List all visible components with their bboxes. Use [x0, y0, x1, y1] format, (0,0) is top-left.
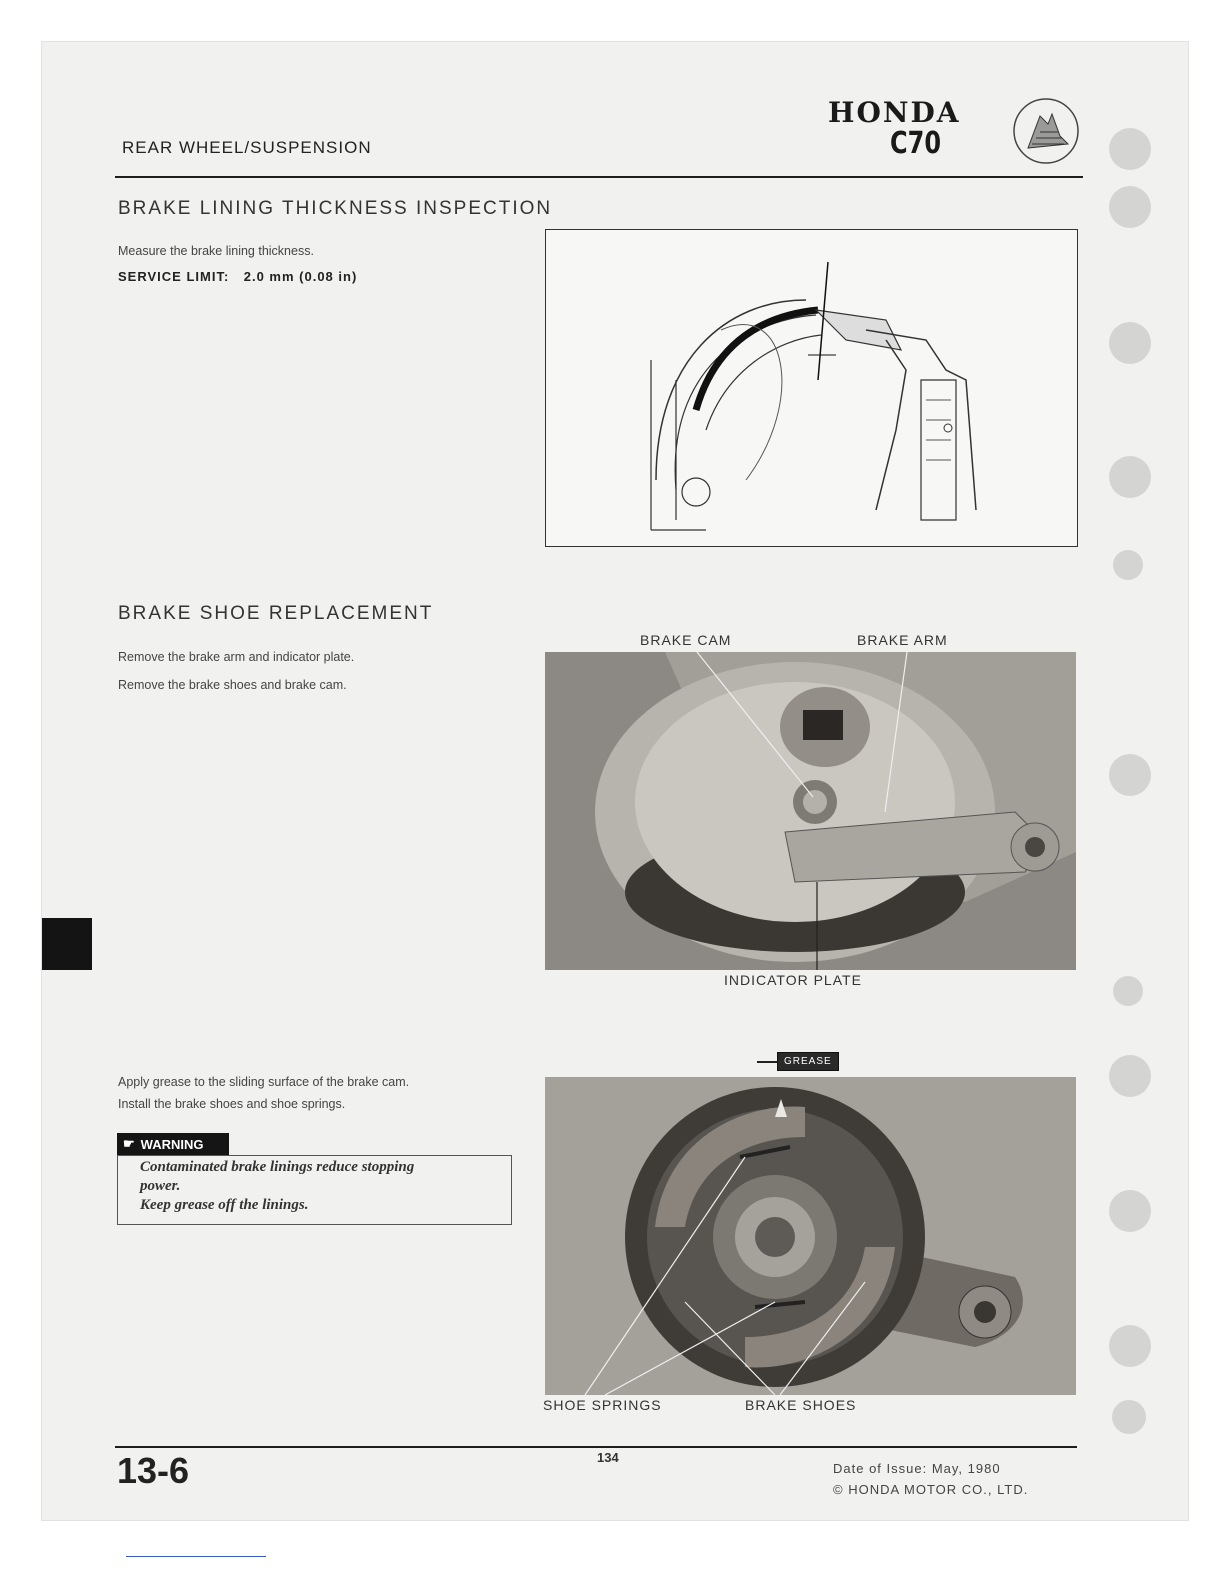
binder-hole	[1109, 456, 1151, 498]
binder-hole	[1109, 754, 1151, 796]
page-number: 13-6	[117, 1450, 190, 1491]
issue-date: Date of Issue: May, 1980	[833, 1461, 1001, 1476]
brake-panel-photo	[545, 652, 1076, 970]
warning-line: Contaminated brake linings reduce stopping	[140, 1159, 415, 1175]
warning-hand-icon: ☛	[123, 1136, 135, 1151]
shoe-heading: BRAKE SHOE REPLACEMENT	[118, 603, 434, 624]
honda-wing-logo-icon	[1010, 96, 1082, 166]
header-rule	[115, 176, 1083, 178]
binder-hole	[1109, 186, 1151, 228]
callout-brake-cam: BRAKE CAM	[640, 632, 732, 648]
brake-shoes-image	[545, 1077, 1076, 1395]
binder-hole	[1109, 1055, 1151, 1097]
install-step-1: Apply grease to the sliding surface of the brake cam.	[118, 1075, 410, 1089]
binder-hole	[1109, 1325, 1151, 1367]
callout-brake-shoes: BRAKE SHOES	[745, 1397, 857, 1413]
brand-name: HONDA	[828, 96, 961, 129]
grease-tag-text: GREASE	[777, 1052, 839, 1071]
folio-number: 134	[597, 1450, 619, 1465]
model-name: C70	[890, 126, 942, 161]
issue-info	[833, 1458, 1028, 1500]
warning-line: Keep grease off the linings.	[140, 1197, 309, 1213]
caliper-drawing	[546, 230, 1077, 546]
shoe-step-1: Remove the brake arm and indicator plate.	[118, 650, 355, 664]
chapter-tab	[42, 918, 92, 970]
grease-tag	[757, 1052, 839, 1071]
lining-instruction: Measure the brake lining thickness.	[118, 244, 314, 258]
warning-label-text: WARNING	[140, 1136, 204, 1152]
service-limit	[118, 268, 357, 286]
service-limit-label: SERVICE LIMIT:	[118, 269, 230, 284]
brake-shoes-photo	[545, 1077, 1076, 1395]
copyright: © HONDA MOTOR CO., LTD.	[833, 1482, 1029, 1497]
callout-brake-arm: BRAKE ARM	[857, 632, 948, 648]
brake-panel-image	[545, 652, 1076, 970]
binder-hole	[1109, 128, 1151, 170]
lining-heading: BRAKE LINING THICKNESS INSPECTION	[118, 198, 553, 219]
shoe-step-2: Remove the brake shoes and brake cam.	[118, 678, 347, 692]
binder-hole	[1109, 322, 1151, 364]
warning-label	[117, 1133, 229, 1155]
warning-line: power.	[140, 1178, 181, 1194]
callout-shoe-springs: SHOE SPRINGS	[543, 1397, 662, 1413]
install-step-2: Install the brake shoes and shoe springs.	[118, 1097, 346, 1111]
grease-pointer-icon	[757, 1061, 777, 1063]
binder-hole	[1113, 976, 1143, 1006]
link-underline	[126, 1556, 266, 1557]
binder-hole	[1112, 1400, 1146, 1434]
binder-hole	[1109, 1190, 1151, 1232]
warning-box	[117, 1155, 512, 1225]
service-limit-value: 2.0 mm (0.08 in)	[243, 269, 358, 284]
footer-rule	[115, 1446, 1077, 1448]
lining-measurement-illustration	[545, 229, 1078, 547]
callout-indicator-plate: INDICATOR PLATE	[724, 972, 862, 988]
binder-hole	[1113, 550, 1143, 580]
section-header: REAR WHEEL/SUSPENSION	[122, 138, 372, 157]
